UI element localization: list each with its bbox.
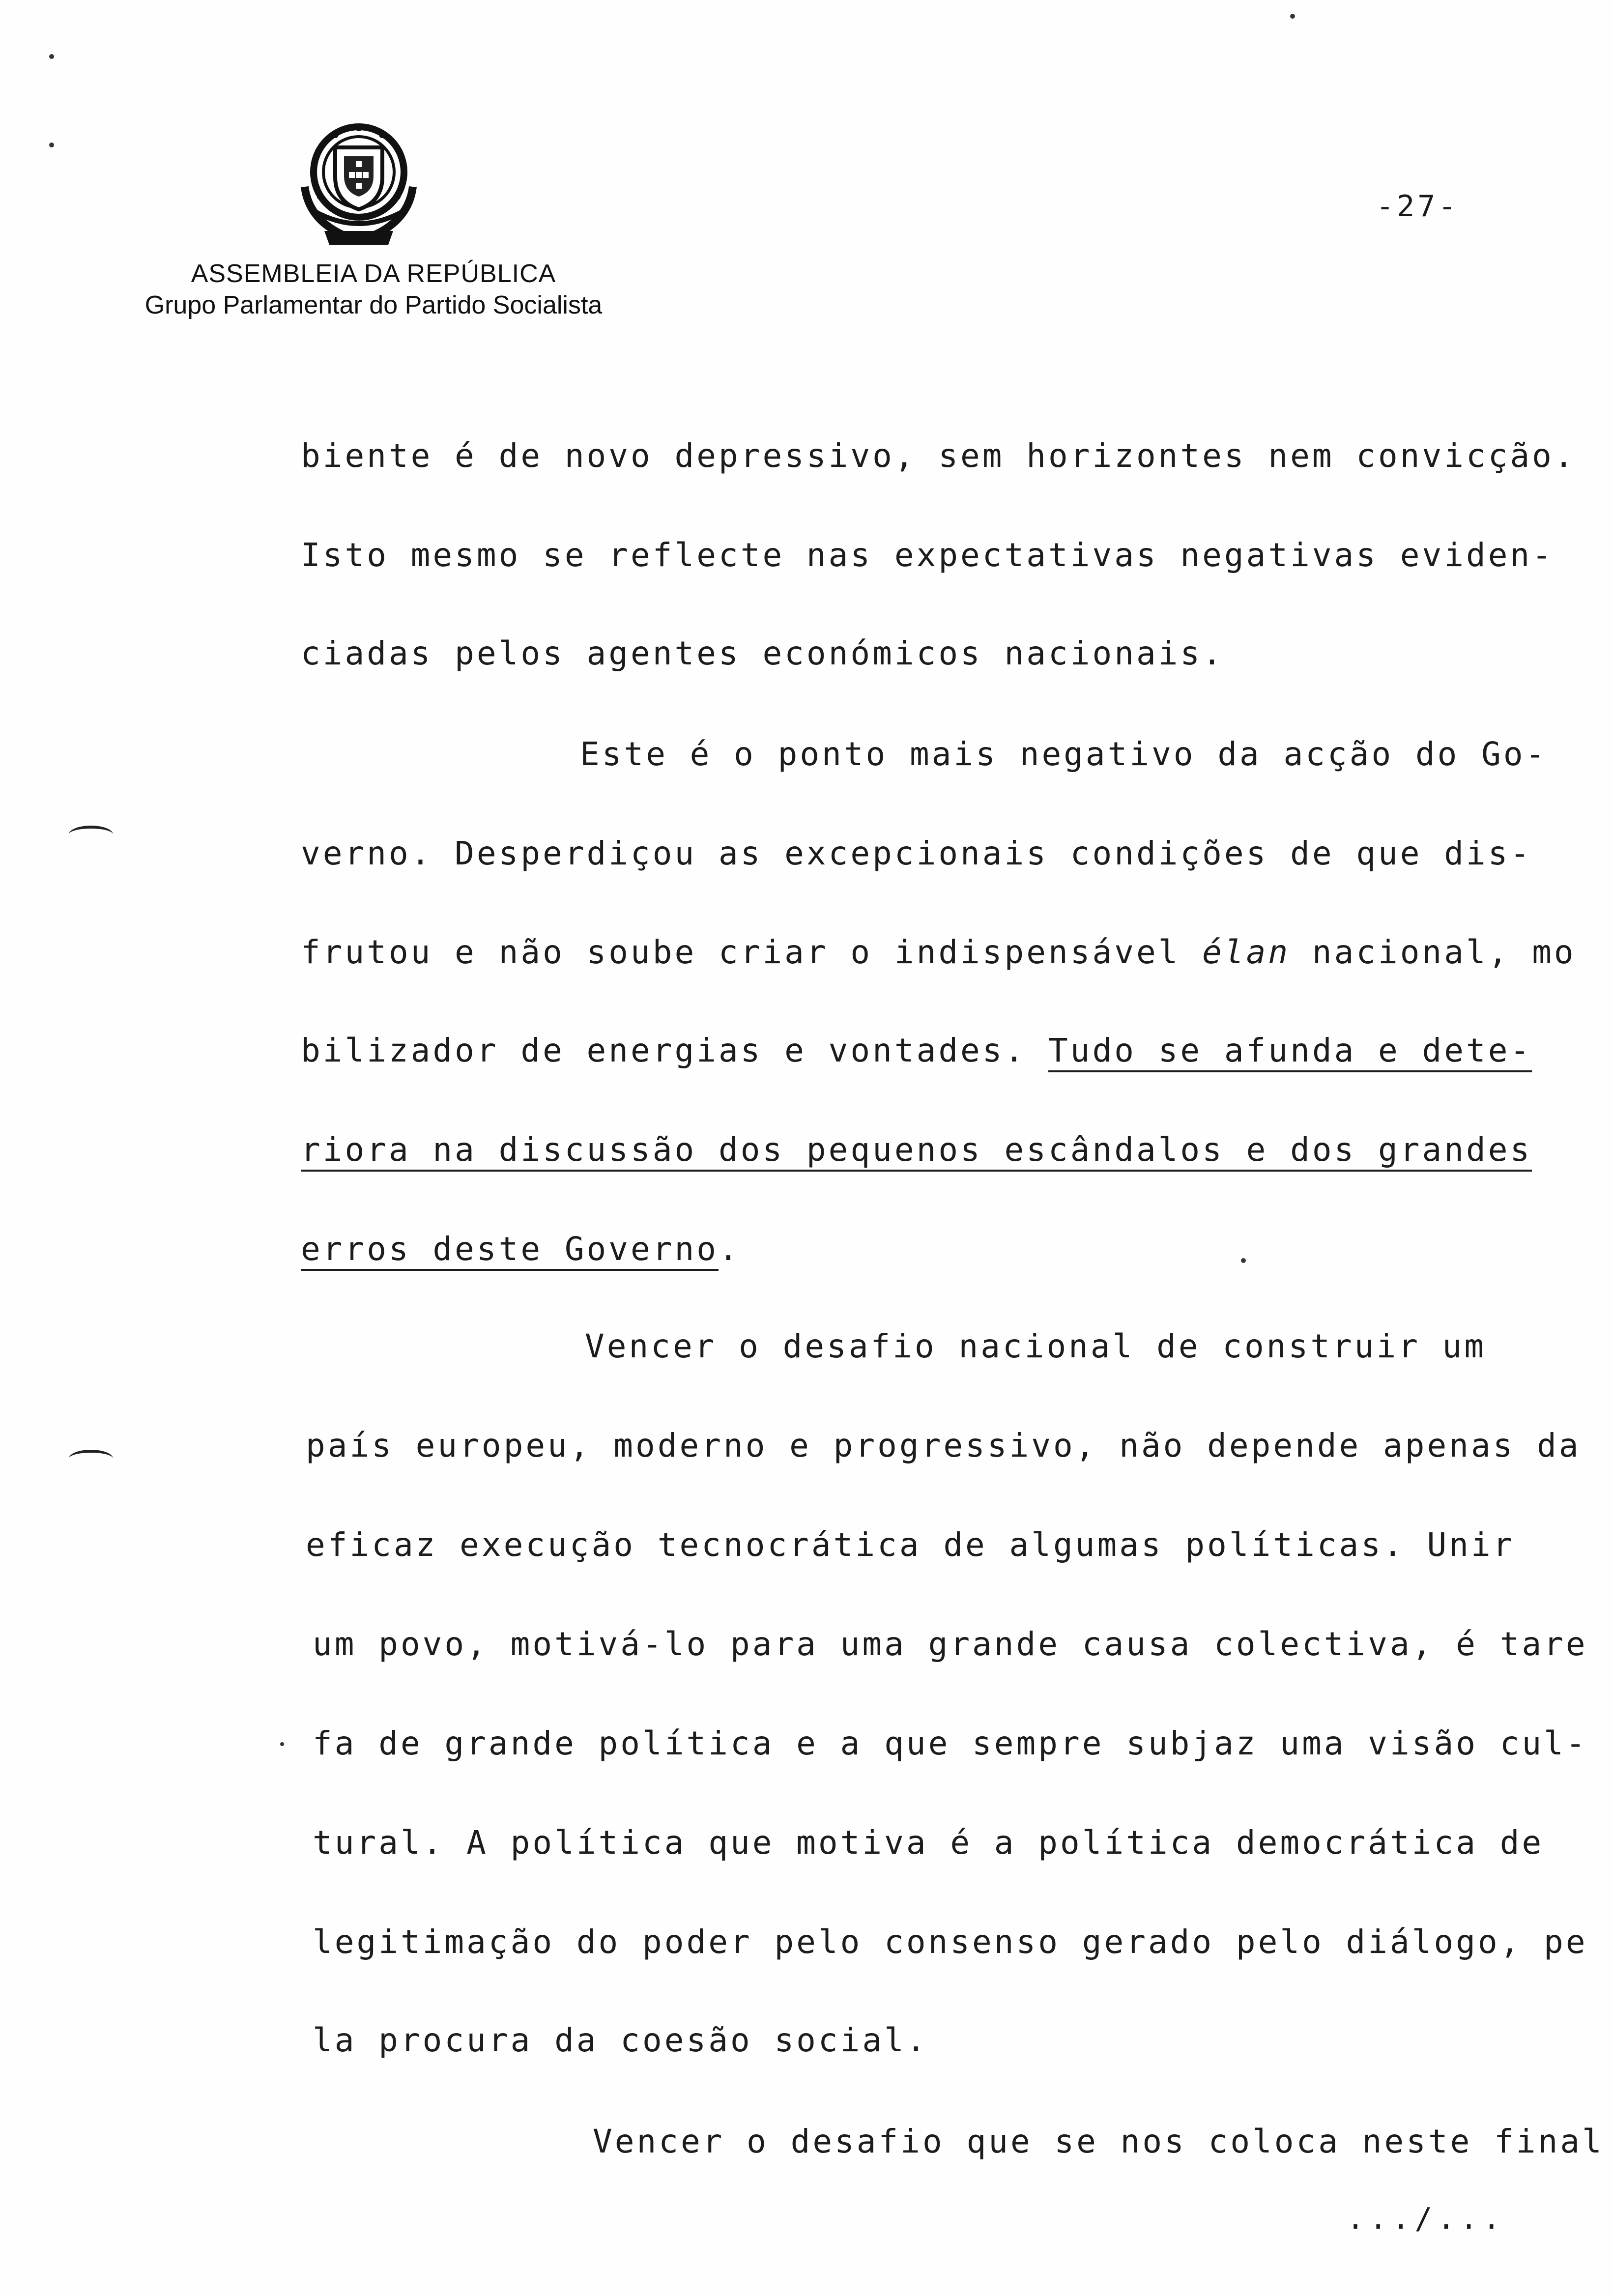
text-line: ciadas pelos agentes económicos nacionais. — [301, 634, 1224, 672]
scan-speck — [280, 1742, 284, 1746]
parliamentary-group-name: Grupo Parlamentar do Partido Socialista — [144, 291, 603, 319]
text-line: verno. Desperdiçou as excepcionais condições de que dis- — [301, 834, 1532, 872]
text-line: Vencer o desafio que se nos coloca neste final — [593, 2123, 1604, 2160]
text-line: biente é de novo depressivo, sem horizontes nem convicção. — [301, 437, 1576, 475]
text-line — [301, 1031, 1532, 1070]
organization-name: ASSEMBLEIA DA REPÚBLICA — [191, 259, 556, 288]
text-line: tural. A política que motiva é a política democrática de — [313, 1824, 1544, 1862]
text-line: um povo, motivá-lo para uma grande causa colectiva, é tare — [313, 1625, 1588, 1663]
text-line: Isto mesmo se reflecte nas expectativas negativas eviden- — [301, 536, 1554, 574]
scan-speck — [49, 54, 54, 59]
text-line: eficaz execução tecnocrática de algumas políticas. Unir — [306, 1526, 1515, 1564]
scan-speck — [1241, 1258, 1246, 1263]
text-line — [301, 933, 1576, 972]
scan-speck — [49, 143, 54, 147]
text-segment: frutou e não soube criar o indispensável — [301, 933, 1203, 971]
text-line: fa de grande política e a que sempre subjaz uma visão cul- — [313, 1724, 1588, 1762]
punch-hole-mark — [69, 1450, 113, 1467]
underlined-text-line: riora na discussão dos pequenos escândalos e dos grandes — [301, 1131, 1532, 1169]
text-line: país europeu, moderno e progressivo, não depende apenas da — [306, 1427, 1581, 1464]
text-segment: . — [718, 1230, 741, 1268]
text-segment: bilizador de energias e vontades. — [301, 1032, 1049, 1069]
text-segment: nacional, mo — [1290, 933, 1576, 971]
italic-word: élan — [1202, 933, 1291, 971]
text-line: Vencer o desafio nacional de construir um — [585, 1327, 1487, 1365]
text-line — [301, 1230, 741, 1269]
underlined-text: erros deste Governo — [301, 1230, 719, 1268]
continuation-mark: .../... — [1347, 2202, 1505, 2236]
text-line: legitimação do poder pelo consenso gerado pelo diálogo, pe — [313, 1923, 1588, 1961]
scan-speck — [1290, 14, 1295, 19]
text-line: la procura da coesão social. — [313, 2021, 928, 2059]
punch-hole-mark — [69, 826, 113, 843]
text-line: Este é o ponto mais negativo da acção do Go- — [580, 735, 1548, 773]
page-number: -27- — [1376, 189, 1459, 224]
underlined-text: Tudo se afunda e dete- — [1048, 1032, 1532, 1069]
